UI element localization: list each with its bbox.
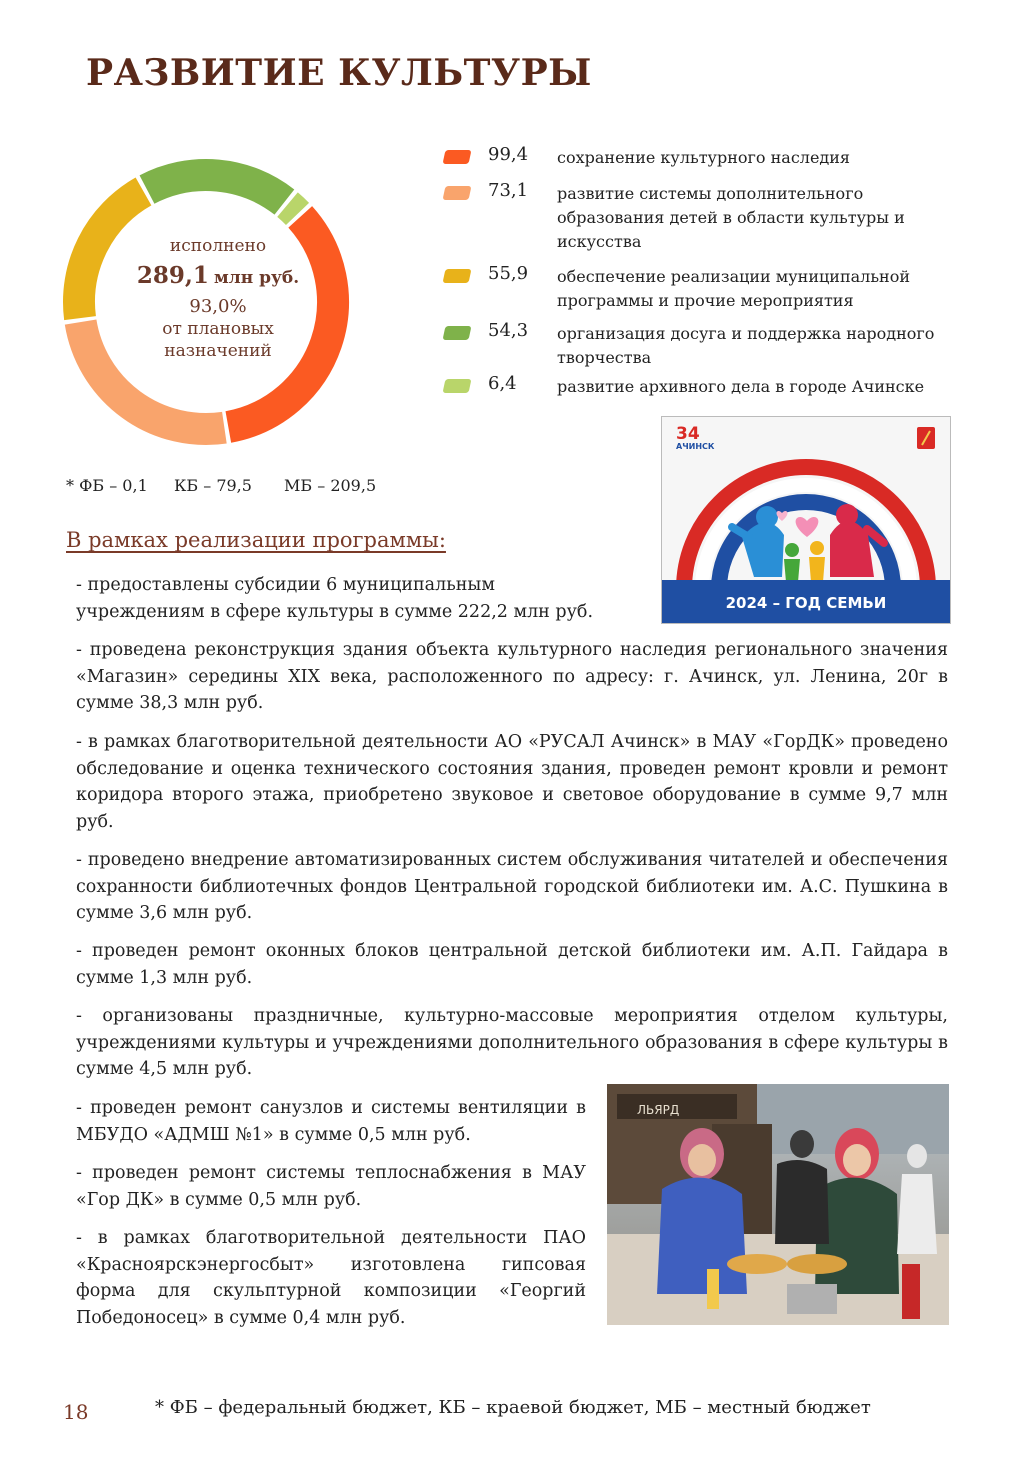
legend-swatch (443, 150, 472, 164)
program-item: - предоставлены субсидии 6 муниципальным учреждениям в сфере культуры в сумме 222,2 млн руб. (76, 575, 594, 622)
donut-segment-archive (288, 205, 298, 214)
legend-label: развитие системы дополнительного образования детей в области культуры и искусства (557, 184, 905, 251)
program-item: - в рамках благотворительной деятельности ПАО «Красноярскэнергосбыт» изготовлена гипсовая форма для скульптурной композиции «Георгий Победоносец» в сумме 0,4 млн руб. (76, 1228, 586, 1328)
banner-caption: 2024 – ГОД СЕМЬИ (725, 594, 887, 612)
legend-label: организация досуга и поддержка народного творчества (557, 324, 935, 367)
program-item: - проведен ремонт системы теплоснабжения в МАУ «Гор ДК» в сумме 0,5 млн руб. (76, 1163, 586, 1210)
budget-kb: КБ – 79,5 (174, 476, 252, 495)
chart-center-line5: назначений (164, 341, 272, 361)
banner-logo-city: АЧИНСК (676, 442, 715, 451)
legend-swatch (443, 269, 472, 283)
program-item: - проведено внедрение автоматизированных систем обслуживания читателей и обеспечения сохранности библиотечных фондов Центральной городской библиотеки им. А.С. Пушкина в сумме 3,6 млн руб. (76, 850, 948, 923)
chart-center-amount-value: 289,1 (136, 262, 209, 289)
festival-photo-illustration (607, 1084, 949, 1325)
legend-value: 6,4 (488, 373, 517, 394)
section-heading: В рамках реализации программы: (66, 528, 446, 552)
festival-photo (607, 1084, 949, 1325)
chart-center-percent: 93,0% (189, 296, 247, 317)
legend-label: развитие архивного дела в городе Ачинске (557, 377, 925, 396)
legend-value: 54,3 (488, 320, 529, 341)
banner-logo-number: 34 (676, 424, 700, 444)
chart-center-amount-unit: млн руб. (213, 268, 300, 288)
budget-fb: * ФБ – 0,1 (66, 476, 148, 495)
legend-swatch (443, 186, 472, 200)
chart-center-amount (118, 262, 318, 289)
banner-illustration (662, 417, 950, 623)
legend-value: 55,9 (488, 263, 529, 284)
budget-mb: МБ – 209,5 (284, 476, 377, 495)
program-item: - проведен ремонт санузлов и системы вентиляции в МБУДО «АДМШ №1» в сумме 0,5 млн руб. (76, 1098, 586, 1145)
year-of-family-banner (661, 416, 951, 624)
program-item: - проведен ремонт оконных блоков центральной детской библиотеки им. А.П. Гайдара в сумме 1,3 млн руб. (76, 941, 948, 988)
legend-label: обеспечение реализации муниципальной программы и прочие мероприятия (557, 267, 910, 310)
page-number: 18 (63, 1400, 89, 1424)
page-title: РАЗВИТИЕ КУЛЬТУРЫ (86, 52, 592, 94)
legend-value: 99,4 (488, 144, 529, 165)
program-item: - в рамках благотворительной деятельности АО «РУСАЛ Ачинск» в МАУ «ГорДК» проведено обследование и оценка технического состояния здания, проведен ремонт кровли и ремонт коридора второго этажа, приобретено звуковое и световое оборудование в сумме 9,7 млн руб. (76, 732, 948, 832)
legend-value: 73,1 (488, 180, 529, 201)
photo-sign-text: ЛЬЯРД (637, 1103, 680, 1117)
program-item: - организованы праздничные, культурно-массовые мероприятия отделом культуры, учреждениями культуры и учреждениями дополнительного образования в сфере культуры в сумме 4,5 млн руб. (76, 1006, 948, 1079)
program-item: - проведена реконструкция здания объекта культурного наследия регионального значения «Магазин» середины XIX века, расположенного по адресу: г. Ачинск, ул. Ленина, 20г в сумме 38,3 млн руб. (76, 640, 948, 713)
legend-label: сохранение культурного наследия (557, 148, 851, 167)
footnote: * ФБ – федеральный бюджет, КБ – краевой бюджет, МБ – местный бюджет (155, 1397, 871, 1418)
legend-swatch (443, 379, 472, 393)
chart-center-line4: от плановых (162, 319, 274, 339)
legend-swatch (443, 326, 472, 340)
donut-segment-leisure (147, 175, 284, 202)
chart-center-caption: исполнено (169, 236, 267, 256)
